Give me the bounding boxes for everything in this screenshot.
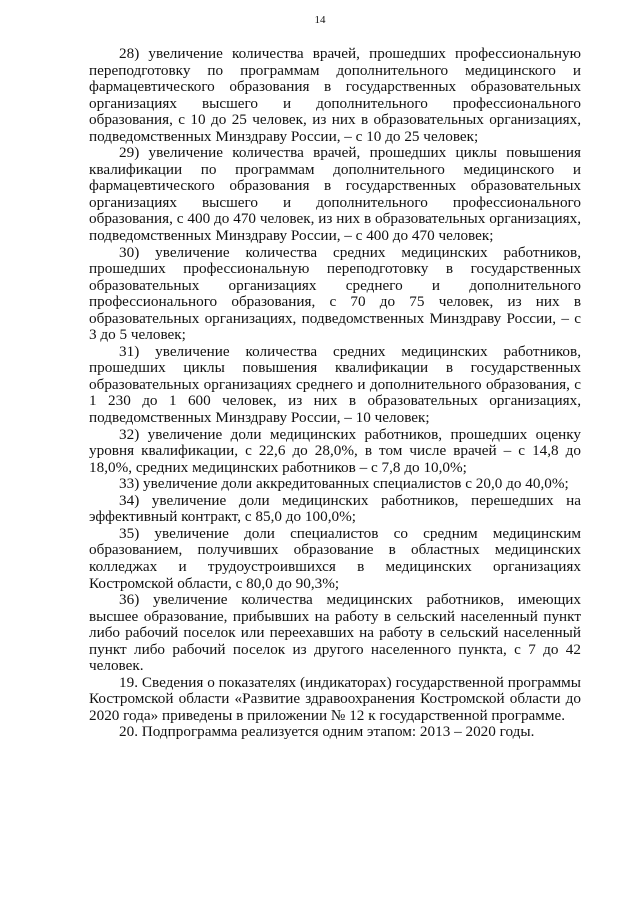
paragraph-item-29: 29) увеличение количества врачей, прошедших циклы повышения квалификации по программам дополнительного медицинского и фармацевтического образования в государственных образовательных организациях высшего и дополнительного профессионального образования, с 400 до 470 человек, из них в образовательных организациях, подведомственных Минздраву России, – с 400 до 470 человек; [89, 144, 581, 245]
document-body [89, 46, 581, 741]
paragraph-item-31: 31) увеличение количества средних медицинских работников, прошедших циклы повышения квалификации в государственных образовательных организациях среднего и дополнительного образования, с 1 230 до 1 600 человек, из них в образовательных организациях, подведомственных Минздраву России, – 10 человек; [89, 342, 581, 427]
paragraph-item-36: 36) увеличение количества медицинских работников, имеющих высшее образование, прибывших на работу в сельский населенный пункт либо рабочий поселок или переехавших на работу в сельский населенный пункт либо рабочий поселок из другого населенного пункта, с 7 до 42 человек. [89, 591, 581, 675]
paragraph-item-32: 32) увеличение доли медицинских работников, прошедших оценку уровня квалификации, с 22,6 до 28,0%, в том числе врачей – с 14,8 до 18,0%, средних медицинских работников – с 7,8 до 10,0%; [89, 425, 581, 476]
paragraph-item-28: 28) увеличение количества врачей, прошедших профессиональную переподготовку по программам дополнительного медицинского и фармацевтического образования в государственных образовательных организациях высшего и дополнительного профессионального образования, с 10 до 25 человек, из них в образовательных организациях, подведомственных Минздраву России, – с 10 до 25 человек; [89, 45, 581, 145]
paragraph-item-30: 30) увеличение количества средних медицинских работников, прошедших профессиональную переподготовку в государственных образовательных организациях среднего и дополнительного профессионального образования, с 70 до 75 человек, из них в образовательных организациях, подведомственных Минздраву России, – с 3 до 5 человек; [89, 243, 581, 344]
paragraph-item-35: 35) увеличение доли специалистов со средним медицинским образованием, получивших образование в областных медицинских колледжах и трудоустроившихся в медицинских организациях Костромской области, с 80,0 до 90,3%; [89, 524, 581, 592]
paragraph-section-19: 19. Сведения о показателях (индикаторах) государственной программы Костромской области «Развитие здравоохранения Костромской области до 2020 года» приведены в приложении № 12 к государственной программе. [89, 673, 581, 724]
page-number: 14 [314, 14, 326, 26]
paragraph-section-20: 20. Подпрограмма реализуется одним этапом: 2013 – 2020 годы. [119, 723, 535, 741]
paragraph-item-33: 33) увеличение доли аккредитованных специалистов с 20,0 до 40,0%; [119, 475, 569, 493]
paragraph-item-34: 34) увеличение доли медицинских работников, перешедших на эффективный контракт, с 85,0 до 100,0%; [89, 491, 581, 526]
